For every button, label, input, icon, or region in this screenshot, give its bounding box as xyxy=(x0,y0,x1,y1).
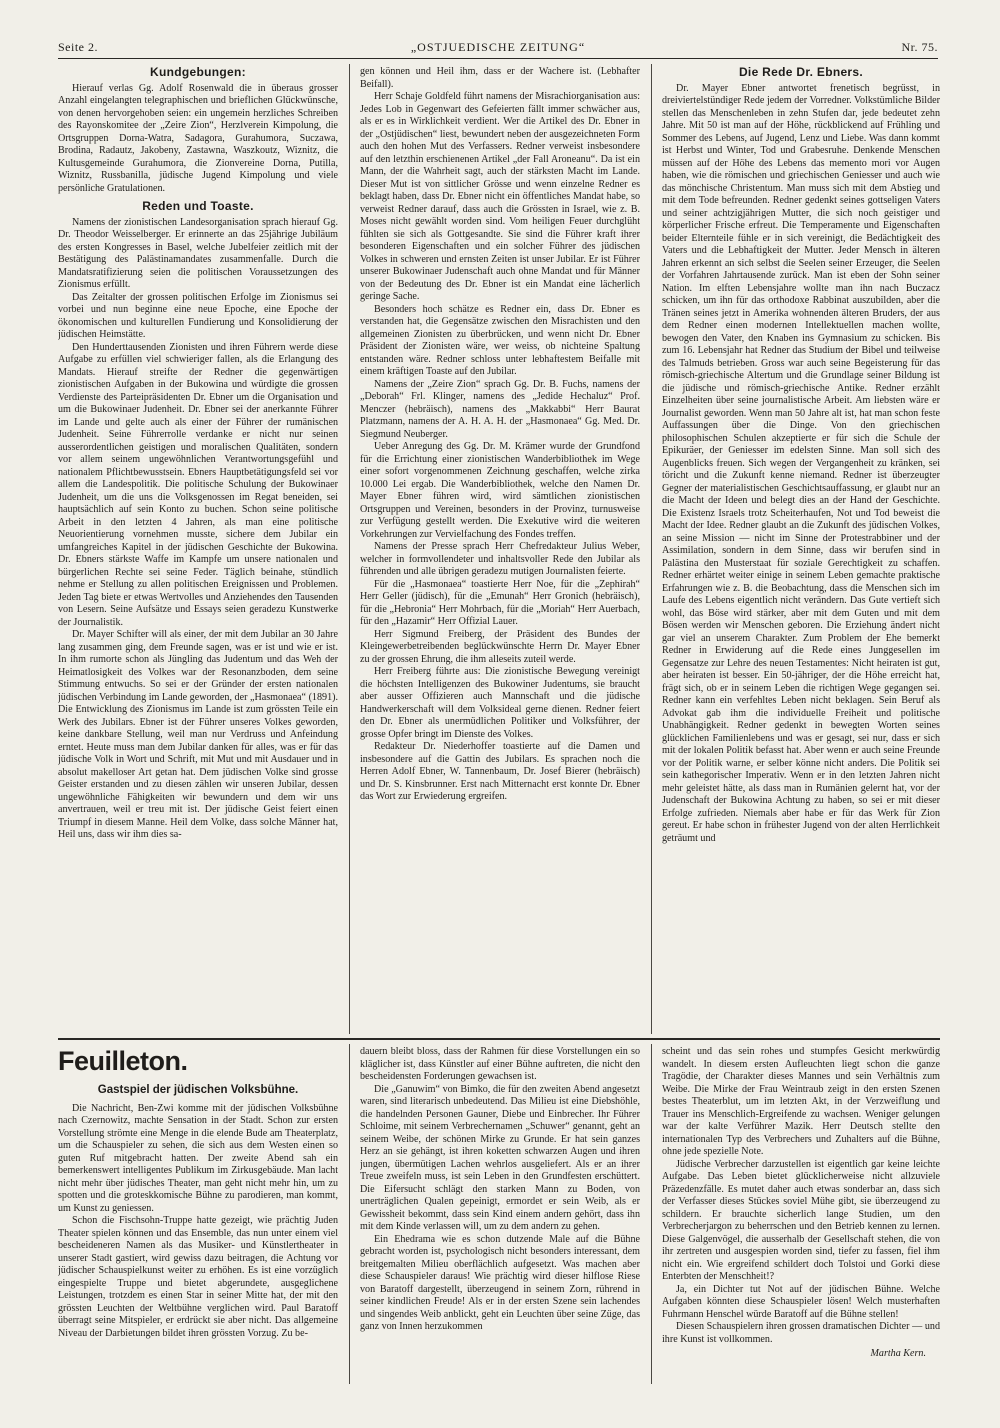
paragraph: scheint und das sein rohes und stumpfes Gesicht merkwürdig wandelt. In diesem ersten Aufleuchten liegt schon die ganze Tragödie, der Charakter dieses Mannes und sein Verhältnis zum Weibe. Die Mirke der Frau Weintraub zeigt in den ersten Szenen bestes Theaterblut, um im letzten Akt, in der Verzweiflung und Trauer ins Menschlich-Ergreifende zu wachsen. Weniger gelungen war der kalte Verführer Mazik. Herr Deutsch stellte den internationalen Typ des Verbrechers und Zuhalters auf die Bühne, ohne jede spezielle Note. xyxy=(662,1046,940,1157)
paragraph: Ja, ein Dichter tut Not auf der jüdischen Bühne. Welche Aufgaben könnten diese Schauspieler lösen! Welch musterhaften Fuhrmann Henschel würde Baratoff auf die Bühne stellen! xyxy=(662,1283,940,1320)
paragraph: Besonders hoch schätze es Redner ein, dass Dr. Ebner es verstanden hat, die Gegensätze zwischen den Misrachisten und den allgemeinen Zionisten zu überbrücken, und wenn nicht Dr. Ebner Präsident der Zionisten wäre, wer weiss, ob nichteine Spaltung entstanden wäre. Redner schloss unter lebhaftestem Beifalle mit einem kräftigen Toaste auf den Jubilar. xyxy=(360,303,640,377)
feuilleton-column-1 xyxy=(58,1046,338,1382)
paragraph: Für die „Hasmonaea“ toastierte Herr Noe, für die „Zephirah“ Herr Geller (jüdisch), für die „Emunah“ Herr Gronich (hebräisch), für die „Hebronia“ Herr Mohrbach, für die „Moriah“ Herr Auerbach, für den „Hazamir“ Herr Offizial Lauer. xyxy=(360,578,640,627)
paragraph: Herr Sigmund Freiberg, der Präsident des Bundes der Kleingewerbetreibenden beglückwünschte Herrn Dr. Mayer Ebner zu der grossen Ehrung, die ihm alleseits zuteil werde. xyxy=(360,628,640,665)
column-3 xyxy=(662,66,940,1032)
paragraph: Diesen Schauspielern ihren grossen dramatischen Dichter — und ihre Kunst ist vollkommen. xyxy=(662,1321,940,1345)
column-2 xyxy=(360,66,640,1032)
paragraph: gen können und Heil ihm, dass er der Wachere ist. (Lebhafter Beifall). xyxy=(360,66,640,90)
section-divider xyxy=(58,1038,940,1040)
paragraph: Hierauf verlas Gg. Adolf Rosenwald die in überaus grosser Anzahl eingelangten telegraphischen und brieflichen Glückwünsche, von denen hervorgehoben seien: ein ungemein herzliches Schreiben des Rayonskomitee der „Zeire Zion“, Herzlverein Kimpolung, die Ortsgruppen Dorna-Watra, Sadagora, Gurahumora, Suczawa, Brodina, Radautz, Jakobeny, Zastawna, Waszkoutz, Wiznitz, die Kultusgemeinde Gurahumora, die Zionvereine Dorna, Putilla, Wiznitz, Russbanilla, jüdische Jugend Kimpolung und viele persönliche Gratulationen. xyxy=(58,82,338,194)
paragraph: Das Zeitalter der grossen politischen Erfolge im Zionismus sei vorbei und nun beginne eine neue Epoche, eine Epoche der ökonomischen und kulturellen Fundierung und Konsolidierung der jüdischen Heimstätte. xyxy=(58,291,338,340)
column-divider xyxy=(349,64,350,1034)
column-divider xyxy=(349,1044,350,1384)
heading-kundgebungen: Kundgebungen: xyxy=(150,66,246,79)
paragraph: dauern bleibt bloss, dass der Rahmen für diese Vorstellungen ein so kläglicher ist, dass Künstler auf einer Bühne auftreten, die nicht den bescheidensten Forderungen gewachsen ist. xyxy=(360,1046,640,1082)
paragraph: Dr. Mayer Schifter will als einer, der mit dem Jubilar an 30 Jahre lang zusammen ging, dem Freunde sagen, was er ist und wie er ist. In ihm rumorte schon als Jüngling das Judentum und das Weh der Heimatlosigkeit des Volkes war der Resonanzboden, dem seine Stimmung entwuchs. So sei er der Gründer der ersten nationalen jüdischen Verbindung im Lande geworden, der „Hasmonaea“ (1891). Die Entwicklung des Zionismus im Lande ist zum grössten Teile ein Werk des Jubilars. Ebner ist der Führer unseres Volkes geworden, keine dankbare Stellung, weil man nur Verdruss und Anfeindung erntet. Heute muss man dem Jubilar danken für alles, was er für das jüdische Volk in Wort und Schrift, mit Mut und mit Ausdauer und in absolut makelloser Art getan hat. Dem jüdischen Volke sind grosse Geister erstanden und zu diesen zählen wir unseren Jubilar, dessen ungewöhnliche Fähigkeiten wir bewundern und dem wir uns anvertrauen, weil er treu mit ist. Der jüdische Geist feiert einen Triumpf in diesem Manne. Heil dem Volke, dass solche Männer hat, Heil uns, dass wir ihm dies sa- xyxy=(58,629,338,840)
paragraph: Schon die Fischsohn-Truppe hatte gezeigt, wie prächtig Juden Theater spielen können und das Ensemble, das nun unter einem viel bescheideneren Namen als das Musiker- und Künstlertheater in unserer Stadt gastiert, wird gewiss dazu beitragen, die Achtung vor jüdischer Schauspielkunst weiter zu erhöhen. Es ist eine vorzüglich eingespielte Truppe und bietet abgerundete, ausgeglichene Leistungen, trotzdem es einen Star in seiner Mitte hat, der mit den grössten Leuchten der Weltbühne verglichen wird. Paul Baratoff überragt seine Mitspieler, er erdrückt sie aber nicht. Das allgemeine Niveau der Darbietungen bildet ihren grössten Vorzug. Zu be- xyxy=(58,1215,338,1339)
feuilleton-subtitle: Gastspiel der jüdischen Volksbühne. xyxy=(97,1084,299,1096)
page-number: Seite 2. xyxy=(58,40,98,54)
column-divider xyxy=(651,64,652,1034)
column-1 xyxy=(58,66,338,1032)
column-divider xyxy=(651,1044,652,1384)
paragraph: Die „Ganuwim“ von Bimko, die für den zweiten Abend angesetzt waren, sind literarisch unbedeutend. Das Milieu ist eine Diebshöhle, die handelnden Personen Gauner, Diebe und Einbrecher. Ihr Führer Schloime, mit seinem Verbrechernamen „Schuwer“ genannt, geht an seinem Weibe, der schönen Mirke zu Grunde. Er hat sein ganzes Herz an sie gehängt, ist ihren koketten schwarzen Augen und ihren jungen, übermütigen Lachen wehrlos ausgeliefert. Als er an ihrer Treue zweifeln muss, ist sein Leben in den Grundfesten erschüttert. Die Eifersucht schlägt den starken Mann zu Boden, von unerträglichen Qualen gepeinigt, ermordet er sein Weib, als er Gewissheit bekommt, dass sein Kind einem andern gehört, dass ihn mit dem Kinde verlassen will, um zu dem andern zu gehen. xyxy=(360,1083,640,1232)
paragraph: Herr Schaje Goldfeld führt namens der Misrachiorganisation aus: Jedes Lob in Gegenwart des Gefeierten fällt immer schwächer aus, als er es in Wirklichkeit verdient. Wer die Artikel des Dr. Ebner in der „Ostjüdischen“ liest, bewundert neben der ausgezeichneten Form auch den hohen Mut des Verfassers. Redner verweist insbesondere auf den letzthin erschienenen Artikel „der Fall Aroneanu“. Da ist ein Mann, der die Wahrheit sagt, auch der stärksten Macht im Lande. Dieser Mut ist von sittlicher Grösse und wenn einzelne Redner es beklagt haben, dass Dr. Ebner nicht ein öffentliches Mandat habe, so verweist Redner darauf, dass auch die Grössten in Israel, wie z. B. Moses nicht gewählt worden sind. Vom heiligen Feuer durchglüht fühlten sie sich als Gottgesandte. Sie sind die Führer kraft ihrer besonderen Eigenschaften und ein solcher Führer des jüdischen Volkes in schweren und ernsten Zeiten ist unser Jubilar. Er ist Führer unserer Bukowinaer Judenschaft auch ohne Mandat und für Männer von der Bedeutung des Dr. Ebner ist ein Mandat eine lächerlich geringe Sache. xyxy=(360,91,640,302)
paragraph: Namens der Presse sprach Herr Chefredakteur Julius Weber, welcher in formvollendeter und inhaltsvoller Rede den Jubilar als führenden und alle übrigen geradezu mutigen Journalisten feierte. xyxy=(360,541,640,577)
feuilleton-column-2 xyxy=(360,1046,640,1382)
page-header xyxy=(58,36,938,59)
paragraph: Namens der zionistischen Landesorganisation sprach hierauf Gg. Dr. Theodor Weisselberger. Er erinnerte an das 25jährige Jubiläum des ersten Kongresses in Basel, welche Jubelfeier zeitlich mit der Bestätigung des Palästinamandates zusammenfalle. Durch die Mandatsratifizierung seien die politischen Voraussetzungen des Zionismus erfüllt. xyxy=(58,216,338,290)
paragraph: Die Nachricht, Ben-Zwi komme mit der jüdischen Volksbühne nach Czernowitz, machte Sensation in der Stadt. Schon zur ersten Vorstellung strömte eine Menge in die elende Bude am Theaterplatz, um die Schauspieler zu sehen, die sich aus dem Westen einen so guten Ruf mitgebracht hatten. Der zweite Abend sah ein bemerkenswert intelligentes Publikum im Zirkusgebäude. Man lacht nicht mehr über jüdisches Theater, man geht nicht mehr hin, um zu spotten und die groteskkomische Bühne zu parodieren, man kommt, um Kunst zu geniessen. xyxy=(58,1102,338,1214)
paragraph: Den Hunderttausenden Zionisten und ihren Führern werde diese Aufgabe zu erfüllen viel schwieriger fallen, als die Erlangung des Mandats. Hierauf streifte der Redner die gegenwärtigen zionistischen Aufgaben in der Bukowina und würdigte die grossen Verdienste des Parteipräsidenten Dr. Ebner um die Organisation und um die Bukowinaer Judenheit. Dr. Ebner sei der anerkannte Führer im Lande und gelte auch als einer der Führer der rumänischen Judenheit. Seine Führerrolle verdanke er nicht nur seinen ausserordentlichen geistigen und moralischen Qualitäten, sondern vor allem seinem ungewöhnlichen Verantwortungsgefühl und nationalem Pflichtbewusstsein. Ebners Hauptbetätigungsfeld sei vor allem die Landespolitik. Die politische Schulung der Bukowinaer Judenheit, um die uns die Volksgenossen im Regat beneiden, sei hauptsächlich auf sein Konto zu buchen. Schon seine politische Arbeit in den letzten 4 Jahren, als man eine politische Neuorientierung vornehmen musste, sichere dem Jubilar ein umfangreiches Kapitel in der jüdischen Geschichte der Bukowina. Dr. Ebners stärkste Waffe im Kampfe um unsere nationalen und bürgerlichen Rechte sei seine Feder. Täglich beinahe, stündlich nehme er Stellung zu allen politischen Ereignissen und Problemen. Jeden Tag biete er etwas Wertvolles und Anziehendes den Tausenden von Lesern. Seine Aufsätze und Essays seien geradezu Kunstwerke der Journalistik. xyxy=(58,341,338,628)
paragraph: Namens der „Zeire Zion“ sprach Gg. Dr. B. Fuchs, namens der „Deborah“ Frl. Klinger, namens des „Jedide Hechaluz“ Prof. Menczer (hebräisch), namens des „Makkabbi“ Herr Baurat Platzmann, namens der A. H. A. H. der „Hasmonaea“ Gg. Med. Dr. Siegmund Neuberger. xyxy=(360,378,640,440)
author-signature: Martha Kern. xyxy=(870,1348,926,1359)
paragraph: Dr. Mayer Ebner antwortet frenetisch begrüsst, in dreiviertelstündiger Rede jedem der Vorredner. Volkstümliche Bilder stellen das Menschenleben in zehn Stufen dar, jede bedeutet zehn Jahre. Mit 50 ist man auf der Höhe, rückblickend auf Frühling und Sommer des Lebens, auf Jugend, Lenz und Liebe. Was dann kommt ist Herbst und Winter, Tod und Grabesruhe. Denkende Menschen müssen auf der Höhe des Lebens das memento mori vor Augen haben, wie die römischen und griechischen Geniesser und auch wie das mönchische Christentum. Man muss sich mit dem Abstieg und mit dem Tode befreunden. Redner gedenkt seines gottseligen Vaters und seiner achtzigjährigen Mutter, die sich noch geistiger und körperlicher Frische erfreut. Die Temperamente und Eigenschaften beider Elternteile fühle er in sich vereinigt, die Bedächtigkeit des Vaters und die Lebhaftigkeit der Mutter. Jeder Mensch in älteren Jahren erkennt an sich selbst die Seelen seiner Erzeuger, die Seelen der Vorfahren Jahrtausende zurück. Man ist eben der Sohn seiner Nation. Im elften Lebensjahre wollte man ihn nach Buczacz schicken, um ihn für das orthodoxe Rabbinat auszubilden, aber die Tränen seines jetzt in Amerika wohnenden älteren Bruders, der aus dem Redner einen modernen Intellektuellen machen wollte, bewogen den Vater, den Knaben ins Gymnasium zu schicken. Bis zum 16. Lebensjahr hat Redner das Studium der Bibel und teilweise des Talmuds betrieben. Gross war auch seine Begeisterung für das römisch-griechische Altertum und die Grundlage seiner Bildung ist die jüdische und römisch-griechische Antike. Redner erzählt Einzelheiten über seine journalistische Arbeit. Am liebsten wäre er Journalist geworden. Wenn man 50 Jahre alt ist, hat man schon feste Auffassungen über die Dinge. Von den griechischen philosophischen Schulen akzeptierte er für sich die Schule der Epikuräer, der Geniesser im edelsten Sinne. Man soll sich des Augenblicks freuen. Sich wegen der Vergangenheit zu kränken, sei töricht und die Zukunft kenne niemand. Redner ist überzeugter Gegner der materialistischen Geschichtsauffassung, er glaubt nur an die Macht der Ideen und belegt dies an der Hand der Geschichte. Die Existenz Israels trotz Scheiterhaufen, Not und Tod beweist die Macht der Idee. Redner glaubt an die Zukunft des jüdischen Volkes, an seine Mission — nicht im Sinne der Protestrabbiner und der Assimilation, sondern in dem Sinne, dass wir berufen sind in Palästina den Musterstaat für soziale Gerechtigkeit zu schaffen. Redner erhärtet weiter einige in seinem Leben gemachte praktische Erfahrungen wie z. B. die Beobachtung, dass die Menschen sich im Laufe des Lebens eigentlich nicht verändern. Das Gute vertieft sich wohl, das Böse wird stärker, aber mit dem Guten und mit dem Bösen werden wir Menschen geboren. Die Erziehung ändert nicht gar viel an unserem Charakter. Zum Problem der Ehe bemerkt Redner in Erwiderung auf die Rede eines Junggesellen im Gegensatze zur Lehre des neuen Testamentes: Nicht heiraten ist gut, aber heiraten ist besser. Ein 50-jähriger, der die Höhe erreicht hat, frägt sich, ob er in seinem Leben die richtigen Wege gegangen sei. Redner kann ein verfehltes Leben nicht beklagen. Sein Beruf als Advokat gab ihm die individuelle Freiheit und politische Unabhängigkeit. Redner gedenkt in bewegten Worten seines glücklichen Familienlebens und was er gesagt, sei nur, dass er sich mit der lokalen Politik befasst hat. Aber wenn er auch seine Freunde vor der Politik warne, er selber könne nicht anders. Die Politik sei sein kathegorischer Imperativ. Wenn er in den letzten Jahren nicht mehr geleistet hätte, als dass man in Rumänien gelernt hat, vor der Judenschaft der Bukowina Achtung zu haben, so sei er mit dieser Erfolge zufrieden. Niemals aber habe er für das Werk für Zion gereut. Er habe schon in frühester Jugend von der alten Herrlichkeit geträumt und xyxy=(662,82,940,844)
paragraph: Herr Freiberg führte aus: Die zionistische Bewegung vereinigt die höchsten Intelligenzen des Bukowiner Judentums, sie braucht aber ausser Offizieren auch Mannschaft und die jüdische Handwerkerschaft will dem Volksideal gerne dienen. Redner feiert den Dr. Ebner als unermüdlichen Politiker und Volksführer, der grosse Opfer bringt im Dienste des Volkes. xyxy=(360,666,640,740)
feuilleton-title: Feuilleton. xyxy=(58,1046,188,1076)
heading-reden-und-toaste: Reden und Toaste. xyxy=(142,199,254,213)
paragraph: Jüdische Verbrecher darzustellen ist eigentlich gar keine leichte Aufgabe. Das Leben bietet glücklicherweise nicht allzuviele Präzedenzfälle. Es mutet daher auch etwas sonderbar an, dass sich der Verfasser dieses Stückes soviel Mühe gibt, sie überzeugend zu schildern. Er brauchte sicherlich lange Studien, um den Verbrecherjargon zu beherrschen und den Betrieb kennen zu lernen. Diese Galgenvögel, die ausserhalb der Gesellschaft stehen, die von ihr zertreten und ausgespien worden sind, tiefer zu fassen, fiel ihm nicht ein. Wie ergreifend schildert doch Tolstoi und Gorki diese Enterbten der Menschheit!? xyxy=(662,1158,940,1282)
heading-rede-dr-ebners: Die Rede Dr. Ebners. xyxy=(738,66,864,79)
issue-number: Nr. 75. xyxy=(901,40,938,54)
paragraph: Ueber Anregung des Gg. Dr. M. Krämer wurde der Grundfond für die Errichtung einer zionistischen Wanderbibliothek im Wege einer sofort vorgenommenen Zeichnung geschaffen, welche zirka 10.000 Lei ergab. Die Wanderbibliothek, welche den Namen Dr. Mayer Ebner führen wird, wird sämtlichen zionistischen Ortsgruppen und Vereinen, besonders in der Provinz, turnusweise zur Verfügung gestellt werden. Die Exekutive wird die weiteren Vorkehrungen zur Vervielfachung des Fondes treffen. xyxy=(360,441,640,540)
paragraph: Ein Ehedrama wie es schon dutzende Male auf die Bühne gebracht worden ist, psychologisch nicht besonders interessant, dem breitgemalten Milieu oberflächlich aufgesetzt. Was machen aber diese Schauspieler daraus! Wie prächtig wird dieser hilflose Riese von Baratoff dargestellt, überzeugend in seinem Zorn, rührend in seiner kindlichen Freude! Als er in der ersten Szene sein lachendes und singendes Weib anblickt, geht ein Leuchten über seine Züge, das ganz von Innen herzukommen xyxy=(360,1233,640,1332)
feuilleton-column-3 xyxy=(662,1046,940,1382)
paragraph: Redakteur Dr. Niederhoffer toastierte auf die Damen und insbesondere auf die Gattin des Jubilars. Es sprachen noch die Herren Adolf Ebner, W. Tannenbaum, Dr. Josef Bierer (hebräisch) und Dr. S. Kinsbrunner. Erst nach Mitternacht erst konnte Dr. Ebner das Wort zur Erwiederung ergreifen. xyxy=(360,741,640,802)
newspaper-title: „OSTJUEDISCHE ZEITUNG“ xyxy=(410,40,586,54)
